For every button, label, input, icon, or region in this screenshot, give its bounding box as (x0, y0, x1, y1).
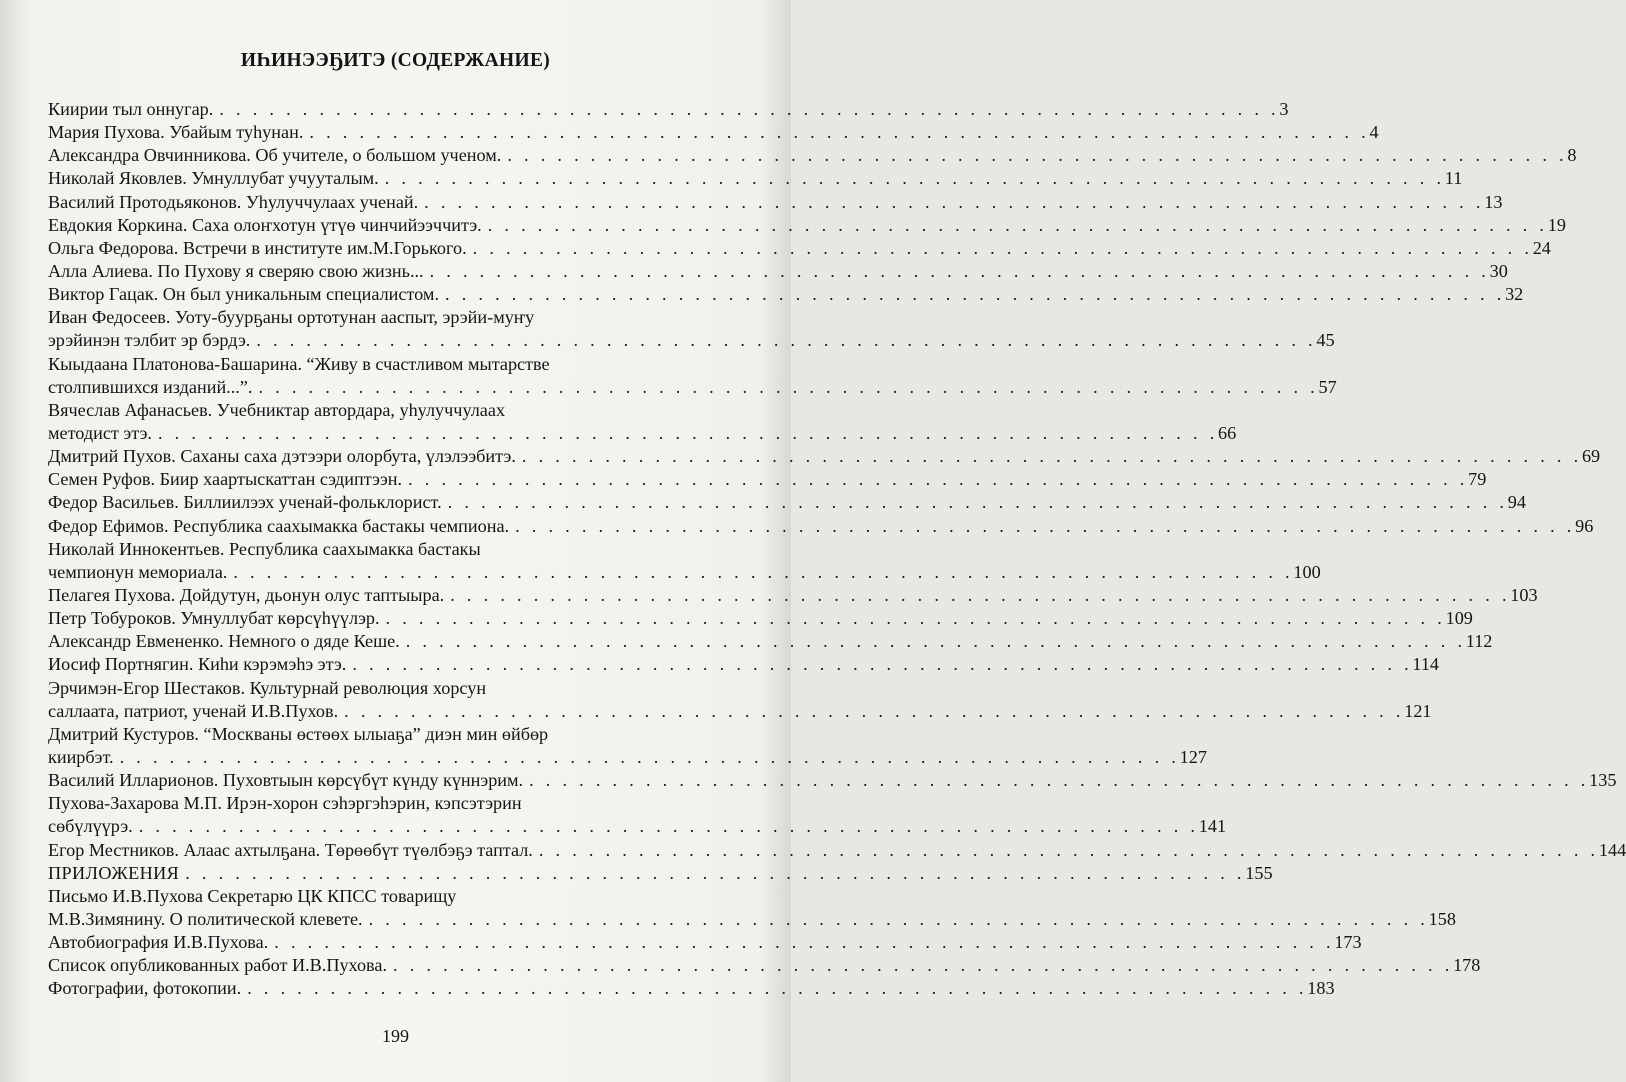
toc-entry-line (48, 561, 1321, 584)
toc-entry-line (48, 792, 698, 815)
toc-page-number: 114 (1412, 654, 1440, 675)
toc-entry-line (48, 329, 1335, 352)
toc-entry-line (48, 746, 1207, 769)
toc-entry-title: Кыыдаана Платонова-Башарина. “Живу в счастливом мытарстве (48, 353, 550, 374)
toc-entry-line (48, 237, 1551, 260)
toc-entry-line (48, 445, 1601, 468)
toc-entry (48, 491, 1526, 514)
toc-entry-title: М.В.Зимянину. О политической клевете. (48, 908, 363, 929)
toc-entry (48, 237, 1551, 260)
toc-entry-title: ПРИЛОЖЕНИЯ (48, 862, 180, 883)
toc-entry (48, 931, 1362, 954)
dot-leader: . . . . . . . . . . . . . . . . . . . . . . . . . . . . . . . . . . . . . . . . . . . . . . . . . . . . . . . . . . . . . . . . (424, 191, 1485, 212)
toc-entry (48, 723, 1207, 769)
dot-leader: . . . . . . . . . . . . . . . . . . . . . . . . . . . . . . . . . . . . . . . . . . . . . . . . . . . . . . . . . . . . . . . . (233, 561, 1294, 582)
toc-entry-line (48, 214, 1566, 237)
toc-entry-line (48, 98, 1289, 121)
dot-leader: . . . . . . . . . . . . . . . . . . . . . . . . . . . . . . . . . . . . . . . . . . . . . . . . . . . . . . . . . . . . . . . . (309, 122, 1370, 143)
toc-entry-title: Список опубликованных работ И.В.Пухова. (48, 955, 388, 976)
toc-entry-title: Дмитрий Кустуров. “Москваны өстөөх ылыаҕа” диэн мин өйбөр (48, 723, 549, 744)
toc-entry-line (48, 353, 698, 376)
toc-entry-title: Александр Евмененко. Немного о дяде Кеше. (48, 631, 400, 652)
toc-entry-title: столпившихся изданий...”. (48, 376, 253, 397)
toc-page-number: 79 (1468, 469, 1487, 490)
toc-entry (48, 769, 1617, 792)
dot-leader: . . . . . . . . . . . . . . . . . . . . . . . . . . . . . . . . . . . . . . . . . . . . . . . . . . . . . . . . . . . . . . . . (445, 284, 1506, 305)
toc-entry-title: Иван Федосеев. Уоту-буурҕаны ортотунан ааспыт, эрэйи-муҥу (48, 307, 535, 328)
toc-entry (48, 839, 1626, 862)
toc-entry-line (48, 515, 1594, 538)
toc-entry-line (48, 630, 1493, 653)
page-title: ИҺИНЭЭҔИТЭ (СОДЕРЖАНИЕ) (240, 50, 551, 71)
table-of-contents (48, 98, 1626, 1000)
toc-page-number: 121 (1404, 700, 1432, 721)
toc-page-number: 94 (1507, 492, 1526, 513)
toc-entry-title: методист этэ. (48, 422, 152, 443)
toc-entry-line (48, 584, 1538, 607)
toc-entry-title: Александра Овчинникова. Об учителе, о большом ученом. (48, 145, 502, 166)
toc-page-number: 144 (1598, 839, 1626, 860)
toc-entry-title: саллаата, патриот, ученай И.В.Пухов. (48, 700, 339, 721)
toc-entry (48, 260, 1508, 283)
dot-leader: . . . . . . . . . . . . . . . . . . . . . . . . . . . . . . . . . . . . . . . . . . . . . . . . . . . . . . . . . . . . . . . . (119, 746, 1180, 767)
toc-entry-line (48, 191, 1503, 214)
toc-entry (48, 468, 1487, 491)
toc-entry-line (48, 399, 698, 422)
dot-leader: . . . . . . . . . . . . . . . . . . . . . . . . . . . . . . . . . . . . . . . . . . . . . . . . . . . . . . . . . . . . . . . . (472, 237, 1533, 258)
toc-entry (48, 677, 1432, 723)
dot-leader: . . . . . . . . . . . . . . . . . . . . . . . . . . . . . . . . . . . . . . . . . . . . . . . . . . . . . . . . . . . . . . . . (352, 654, 1413, 675)
dot-leader: . . . . . . . . . . . . . . . . . . . . . . . . . . . . . . . . . . . . . . . . . . . . . . . . . . . . . . . . . . . . . . . . (384, 168, 1445, 189)
toc-entry-title: Вячеслав Афанасьев. Учебниктар автордара, уһулуччулаах (48, 399, 506, 420)
toc-page-number: 178 (1453, 955, 1481, 976)
toc-entry-line (48, 144, 1577, 167)
dot-leader: . . . . . . . . . . . . . . . . . . . . . . . . . . . . . . . . . . . . . . . . . . . . . . . . . . . . . . . . . . . . . . . . (344, 700, 1405, 721)
toc-page-number: 69 (1581, 446, 1601, 467)
toc-entry-line (48, 977, 1335, 1000)
page-number: 199 (382, 1026, 409, 1046)
toc-entry-title: Дмитрий Пухов. Саханы саха дэтээри олорбута, үлэлээбитэ. (48, 446, 516, 467)
toc-entry-title: Пухова-Захарова М.П. Ирэн-хорон сэһэргэһэрин, кэпсэтэрин (48, 793, 522, 814)
dot-leader: . . . . . . . . . . . . . . . . . . . . . . . . . . . . . . . . . . . . . . . . . . . . . . . . . . . . . . . . . . . . . . . . (521, 446, 1582, 467)
toc-entry-line (48, 653, 1440, 676)
toc-entry (48, 445, 1601, 468)
toc-entry-line (48, 839, 1626, 862)
dot-leader: . . . . . . . . . . . . . . . . . . . . . . . . . . . . . . . . . . . . . . . . . . . . . . . . . . . . . . . . . . . . . . . . (256, 330, 1317, 351)
dot-leader: . . . . . . . . . . . . . . . . . . . . . . . . . . . . . . . . . . . . . . . . . . . . . . . . . . . . . . . . . . . . . . . . (447, 492, 1508, 513)
toc-entry-title: Николай Иннокентьев. Республика саахымакка бастакы (48, 538, 481, 559)
toc-entry (48, 353, 1337, 399)
toc-entry-line (48, 283, 1524, 306)
toc-page-number: 13 (1484, 191, 1503, 212)
toc-entry (48, 584, 1538, 607)
toc-page-number: 8 (1567, 145, 1577, 166)
toc-entry-line (48, 885, 698, 908)
dot-leader: . . . . . . . . . . . . . . . . . . . . . . . . . . . . . . . . . . . . . . . . . . . . . . . . . . . . . . . . . . . . . . . . (507, 145, 1568, 166)
toc-entry-title: Письмо И.В.Пухова Секретарю ЦК КПСС товарищу (48, 885, 457, 906)
toc-entry-title: Егор Местников. Алаас ахтылҕана. Төрөөбүт түөлбэҕэ таптал. (48, 839, 533, 860)
toc-page-number: 135 (1589, 770, 1617, 791)
toc-entry-line (48, 121, 1379, 144)
dot-leader: . . . . . . . . . . . . . . . . . . . . . . . . . . . . . . . . . . . . . . . . . . . . . . . . . . . . . . . . . . . . . . . . (515, 515, 1576, 536)
dot-leader: . . . . . . . . . . . . . . . . . . . . . . . . . . . . . . . . . . . . . . . . . . . . . . . . . . . . . . . . . . . . . . . . (393, 955, 1454, 976)
toc-entry-title: Фотографии, фотокопии. (48, 978, 242, 999)
dot-leader: . . . . . . . . . . . . . . . . . . . . . . . . . . . . . . . . . . . . . . . . . . . . . . . . . . . . . . . . . . . . . . . . (450, 584, 1511, 605)
toc-page-number: 127 (1179, 746, 1207, 767)
toc-entry-line (48, 422, 1237, 445)
toc-entry (48, 515, 1594, 538)
dot-leader: . . . . . . . . . . . . . . . . . . . . . . . . . . . . . . . . . . . . . . . . . . . . . . . . . . . . . . . . . . . . . . . . (385, 608, 1446, 629)
toc-page-number: 45 (1316, 330, 1335, 351)
dot-leader: . . . . . . . . . . . . . . . . . . . . . . . . . . . . . . . . . . . . . . . . . . . . . . . . . . . . . . . . . . . . . . . . (405, 631, 1466, 652)
toc-entry-line (48, 306, 698, 329)
toc-page-number: 3 (1279, 99, 1289, 119)
dot-leader: . . . . . . . . . . . . . . . . . . . . . . . . . . . . . . . . . . . . . . . . . . . . . . . . . . . . . . . . . . . . . . . . (258, 376, 1319, 397)
toc-page-number: 183 (1307, 978, 1335, 999)
toc-entry-title: Василий Илларионов. Пуховтыын көрсүбүт күнду күннэрим. (48, 770, 524, 791)
toc-entry-line (48, 260, 1508, 283)
toc-entry-title: Пелагея Пухова. Дойдутун, дьонун олус таптыыра. (48, 584, 445, 605)
dot-leader: . . . . . . . . . . . . . . . . . . . . . . . . . . . . . . . . . . . . . . . . . . . . . . . . . . . . . . . . . . . . . . . . (185, 862, 1246, 883)
toc-entry-line (48, 931, 1362, 954)
toc-entry-title: Иосиф Портнягин. Киһи кэрэмэһэ этэ. (48, 654, 347, 675)
dot-leader: . . . . . . . . . . . . . . . . . . . . . . . . . . . . . . . . . . . . . . . . . . . . . . . . . . . . . . . . . . . . . . . . (487, 214, 1548, 235)
toc-entry (48, 607, 1473, 630)
toc-entry (48, 144, 1577, 167)
toc-entry-title: Мария Пухова. Убайым туһунан. (48, 122, 304, 143)
toc-entry (48, 98, 1289, 121)
toc-entry-title: Петр Тобуроков. Умнуллубат көрсүһүүлэр. (48, 608, 380, 629)
toc-page-number: 112 (1465, 631, 1493, 652)
toc-page-number: 66 (1218, 422, 1237, 443)
toc-page-number: 109 (1445, 608, 1473, 629)
toc-page-number: 103 (1510, 584, 1538, 605)
toc-entry-title: Евдокия Коркина. Саха олоҥхотун үтүө чинчийээччитэ. (48, 214, 482, 235)
dot-leader: . . . . . . . . . . . . . . . . . . . . . . . . . . . . . . . . . . . . . . . . . . . . . . . . . . . . . . . . . . . . . . . . (368, 908, 1429, 929)
toc-page-number: 32 (1505, 284, 1524, 305)
toc-entry (48, 167, 1463, 190)
toc-entry-line (48, 607, 1473, 630)
toc-page-number: 24 (1532, 237, 1551, 258)
toc-entry-title: эрэйинэн тэлбит эр бэрдэ. (48, 330, 251, 351)
toc-entry-title: Николай Яковлев. Умнуллубат учууталым. (48, 168, 379, 189)
toc-entry-line (48, 468, 1487, 491)
toc-entry-title: Алла Алиева. По Пухову я сверяю свою жизнь... (48, 260, 424, 281)
toc-entry (48, 214, 1566, 237)
dot-leader: . . . . . . . . . . . . . . . . . . . . . . . . . . . . . . . . . . . . . . . . . . . . . . . . . . . . . . . . . . . . . . . . (274, 932, 1335, 953)
dot-leader: . . . . . . . . . . . . . . . . . . . . . . . . . . . . . . . . . . . . . . . . . . . . . . . . . . . . . . . . . . . . . . . . (219, 99, 1280, 119)
toc-page-number: 173 (1334, 932, 1362, 953)
toc-entry-line (48, 700, 1432, 723)
toc-entry (48, 653, 1440, 676)
toc-entry-line (48, 491, 1526, 514)
toc-entry (48, 977, 1335, 1000)
dot-leader: . . . . . . . . . . . . . . . . . . . . . . . . . . . . . . . . . . . . . . . . . . . . . . . . . . . . . . . . . . . . . . . . (408, 469, 1469, 490)
toc-entry-title: Виктор Гацак. Он был уникальным специалистом. (48, 284, 439, 305)
dot-leader: . . . . . . . . . . . . . . . . . . . . . . . . . . . . . . . . . . . . . . . . . . . . . . . . . . . . . . . . . . . . . . . . (529, 770, 1590, 791)
toc-entry-title: киирбэт. (48, 746, 114, 767)
toc-entry-line (48, 167, 1463, 190)
toc-page-number: 158 (1428, 908, 1456, 929)
toc-entry-title: Федор Васильев. Биллиилээх ученай-фольклорист. (48, 492, 442, 513)
toc-page-number: 155 (1245, 862, 1273, 883)
toc-page-number: 96 (1575, 515, 1594, 536)
toc-entry-title: Автобиография И.В.Пухова. (48, 932, 269, 953)
toc-entry (48, 121, 1379, 144)
toc-entry-title: сөбүлүүрэ. (48, 816, 133, 837)
toc-entry-title: Эрчимэн-Егор Шестаков. Культурнай революция хорсун (48, 677, 487, 698)
toc-entry-line (48, 769, 1617, 792)
toc-entry (48, 885, 1456, 931)
toc-entry-title: Ольга Федорова. Встречи в институте им.М.Горького. (48, 237, 467, 258)
toc-entry-line (48, 815, 1227, 838)
dot-leader: . . . . . . . . . . . . . . . . . . . . . . . . . . . . . . . . . . . . . . . . . . . . . . . . . . . . . . . . . . . . . . . . (157, 422, 1219, 443)
toc-entry (48, 954, 1481, 977)
toc-entry (48, 862, 1273, 885)
toc-entry (48, 399, 1237, 445)
toc-entry (48, 306, 1335, 352)
toc-page-number: 141 (1198, 816, 1227, 837)
toc-entry-line (48, 862, 1273, 885)
toc-entry-title: Федор Ефимов. Республика саахымакка бастакы чемпиона. (48, 515, 510, 536)
toc-page-number: 11 (1444, 168, 1463, 189)
toc-page-number: 57 (1318, 376, 1337, 397)
dot-leader: . . . . . . . . . . . . . . . . . . . . . . . . . . . . . . . . . . . . . . . . . . . . . . . . . . . . . . . . . . . . . . . . (538, 839, 1599, 860)
toc-entry (48, 283, 1524, 306)
toc-entry-title: чемпионун мемориала. (48, 561, 228, 582)
toc-entry-title: Василий Протодьяконов. Уһулуччулаах ученай. (48, 191, 419, 212)
toc-entry (48, 630, 1493, 653)
toc-page-number: 30 (1489, 260, 1508, 281)
toc-page-number: 19 (1547, 214, 1566, 235)
toc-entry-line (48, 376, 1337, 399)
toc-entry (48, 792, 1227, 838)
toc-entry-title: Семен Руфов. Биир хаартыскаттан сэдиптээн. (48, 469, 403, 490)
toc-page-number: 100 (1293, 561, 1321, 582)
dot-leader: . . . . . . . . . . . . . . . . . . . . . . . . . . . . . . . . . . . . . . . . . . . . . . . . . . . . . . . . . . . . . . . . (247, 978, 1308, 999)
toc-page-number: 4 (1369, 122, 1379, 143)
toc-entry (48, 191, 1503, 214)
toc-entry-line (48, 538, 698, 561)
dot-leader: . . . . . . . . . . . . . . . . . . . . . . . . . . . . . . . . . . . . . . . . . . . . . . . . . . . . . . . . . . . . . . . . (138, 816, 1199, 837)
toc-entry-line (48, 908, 1456, 931)
toc-entry-line (48, 954, 1481, 977)
toc-entry-line (48, 677, 698, 700)
toc-entry-line (48, 723, 698, 746)
toc-entry-title: Киирии тыл оннугар. (48, 99, 214, 119)
toc-entry (48, 538, 1321, 584)
dot-leader: . . . . . . . . . . . . . . . . . . . . . . . . . . . . . . . . . . . . . . . . . . . . . . . . . . . . . . . . . . . . . . . . (429, 260, 1490, 281)
